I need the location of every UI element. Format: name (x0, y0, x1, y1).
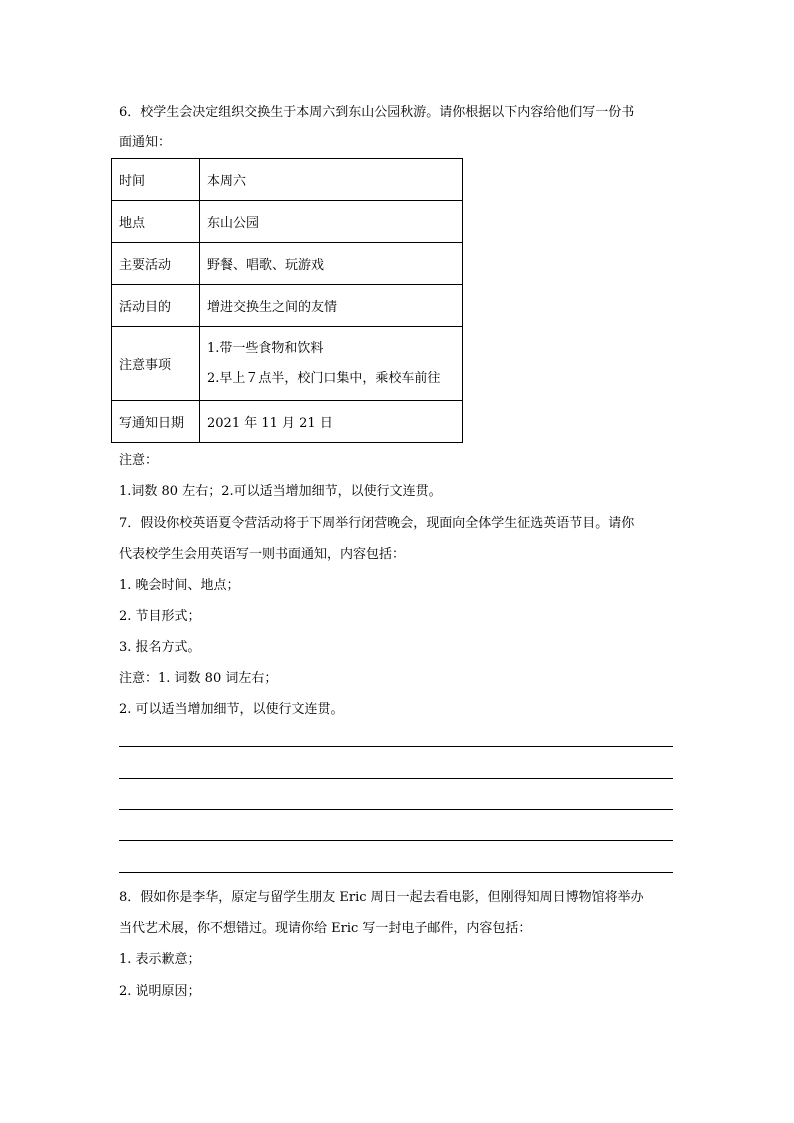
q7-prompt-line-1: 7．假设你校英语夏令营活动将于下周举行闭营晚会，现面向全体学生征选英语节目。请你 (119, 516, 635, 531)
writing-line (119, 746, 673, 747)
table-row (112, 159, 463, 201)
table-row (112, 285, 463, 327)
table-label-time: 时间 (112, 159, 200, 201)
q7-item-1: 1. 晚会时间、地点； (119, 578, 240, 593)
table-value-place: 东山公园 (200, 201, 463, 243)
table-label-notes: 注意事项 (112, 327, 200, 401)
q6-prompt-line-2: 面通知： (119, 135, 172, 150)
q6-prompt-line-1: 6．校学生会决定组织交换生于本周六到东山公园秋游。请你根据以下内容给他们写一份书 (119, 105, 635, 120)
table-label-activities: 主要活动 (112, 243, 200, 285)
table-value-notes (200, 327, 463, 401)
q7-note-2: 2. 可以适当增加细节，以使行文连贯。 (119, 702, 344, 717)
q8-item-2: 2. 说明原因； (119, 984, 201, 999)
q6-note-text: 1.词数 80 左右；2.可以适当增加细节，以使行文连贯。 (119, 484, 442, 499)
table-value-purpose: 增进交换生之间的友情 (200, 285, 463, 327)
q7-item-3: 3. 报名方式。 (119, 640, 201, 655)
writing-line (119, 778, 673, 779)
q6-info-table (111, 158, 463, 443)
q8-item-1: 1. 表示歉意； (119, 952, 201, 967)
table-row (112, 243, 463, 285)
table-row (112, 201, 463, 243)
q7-note-1: 注意：1. 词数 80 词左右； (119, 671, 278, 686)
writing-line (119, 872, 673, 873)
q8-prompt-line-2: 当代艺术展，你不想错过。现请你给 Eric 写一封电子邮件，内容包括： (119, 921, 532, 936)
table-note-line-2: 2.早上７点半，校门口集中，乘校车前往 (207, 370, 441, 386)
table-label-date: 写通知日期 (112, 401, 200, 443)
table-value-date: 2021 年 11 月 21 日 (200, 401, 463, 443)
table-label-place: 地点 (112, 201, 200, 243)
writing-line (119, 840, 673, 841)
table-row (112, 327, 463, 401)
q7-prompt-line-2: 代表校学生会用英语写一则书面通知，内容包括： (119, 547, 406, 562)
table-row (112, 401, 463, 443)
q6-note-title: 注意： (119, 453, 159, 468)
writing-line (119, 809, 673, 810)
table-note-line-1: 1.带一些食物和饮料 (207, 340, 324, 356)
table-value-time: 本周六 (200, 159, 463, 201)
q8-prompt-line-1: 8．假如你是李华，原定与留学生朋友 Eric 周日一起去看电影，但刚得知周日博物馆将举办 (119, 890, 644, 905)
table-label-purpose: 活动目的 (112, 285, 200, 327)
table-value-activities: 野餐、唱歌、玩游戏 (200, 243, 463, 285)
q7-item-2: 2. 节目形式； (119, 609, 201, 624)
